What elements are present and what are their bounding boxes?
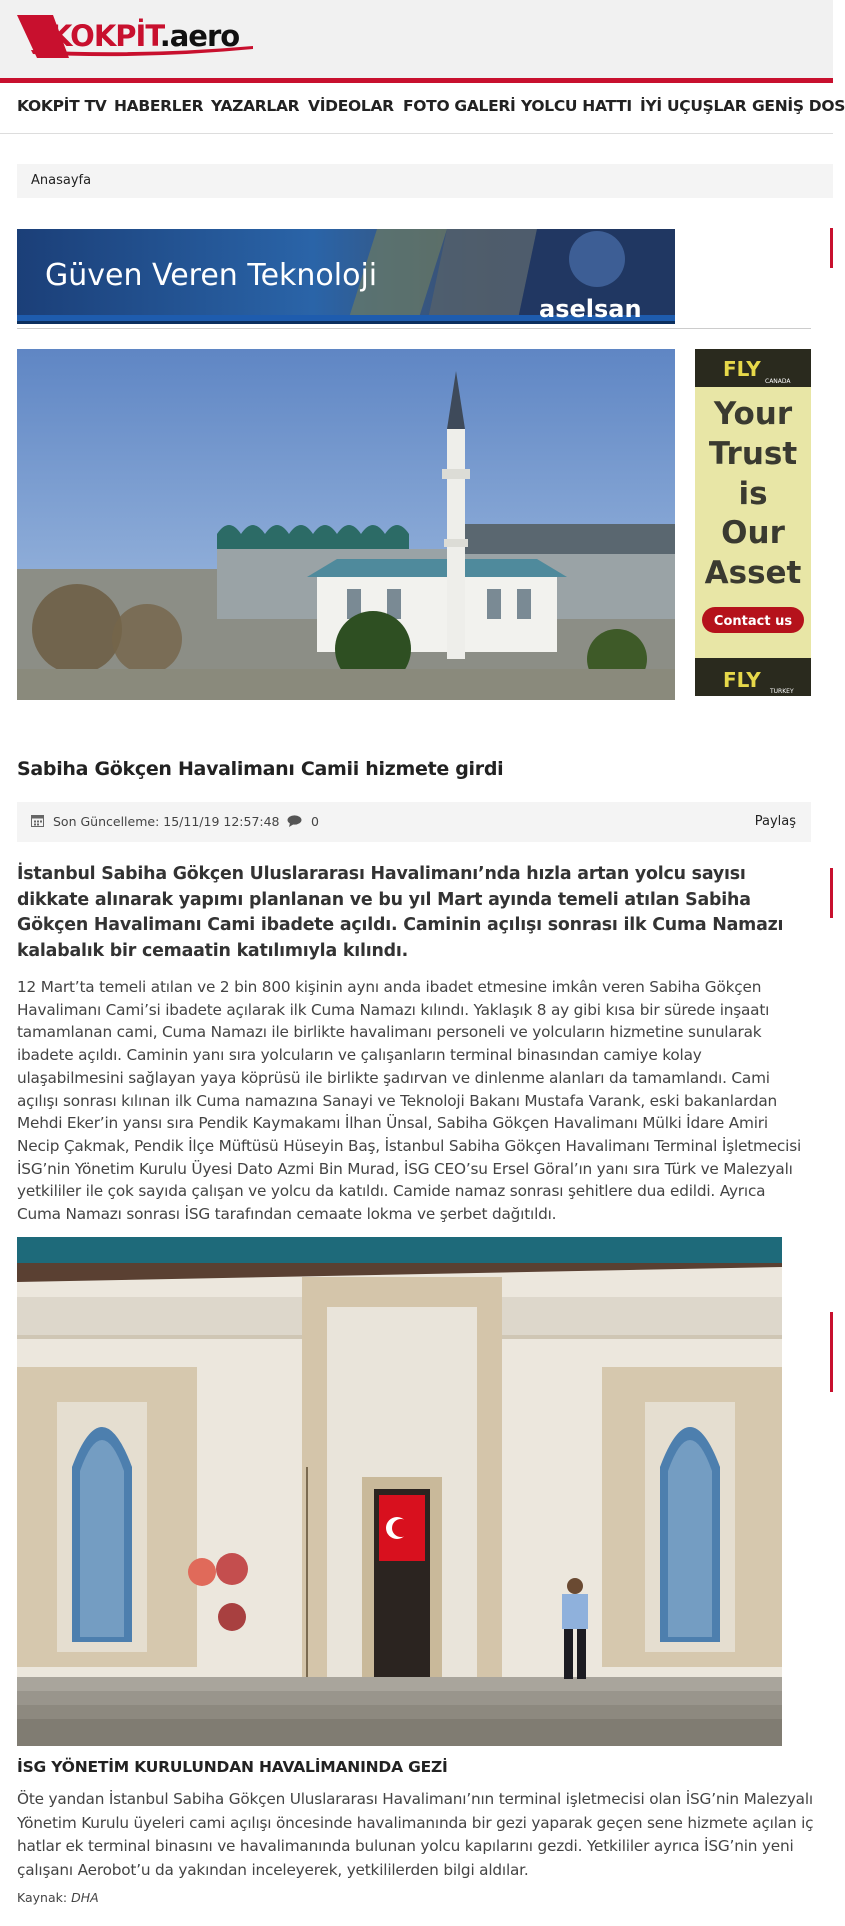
nav-item-genis-dost[interactable]: GENİŞ DOS (752, 97, 845, 115)
source-value: DHA (71, 1890, 99, 1905)
comment-icon[interactable] (287, 815, 302, 827)
comment-count[interactable]: 0 (311, 814, 319, 829)
ad-line-5: Asset (704, 555, 802, 591)
mosque-exterior-image (17, 349, 675, 700)
ad-brand-top-sub: CANADA (765, 378, 791, 385)
main-nav (0, 83, 845, 134)
breadcrumb-home[interactable]: Anasayfa (31, 173, 92, 188)
logo-text: KOKPİT (50, 19, 160, 53)
right-edge-mark (830, 1312, 833, 1392)
share-button[interactable]: Paylaş (754, 814, 796, 829)
divider (17, 328, 811, 329)
article-source (17, 1890, 99, 1905)
nav-item-foto-galeri[interactable]: FOTO GALERİ (403, 97, 516, 115)
nav-item-videolar[interactable]: VİDEOLAR (308, 97, 394, 115)
article-updated-date: Son Güncelleme: 15/11/19 12:57:48 (53, 814, 280, 829)
ad-contact-button[interactable]: Contact us (713, 614, 793, 629)
ad-line-4: Our (721, 515, 785, 551)
site-logo[interactable] (17, 12, 257, 62)
ad-brand-top: FLY (723, 357, 761, 381)
nav-item-yazarlar[interactable]: YAZARLAR (211, 97, 300, 115)
ad-line-2: Trust (708, 436, 798, 472)
banner-slogan: Güven Veren Teknoloji (45, 258, 378, 293)
article-meta-bar (17, 802, 811, 842)
nav-item-haberler[interactable]: HABERLER (114, 97, 204, 115)
nav-item-yolcu-hatti[interactable]: YOLCU HATTI (521, 97, 632, 115)
article-subheading: İSG YÖNETİM KURULUNDAN HAVALİMANINDA GEZİ (17, 1758, 448, 1776)
right-edge-mark (830, 868, 833, 918)
article-body: 12 Mart’ta temeli atılan ve 2 bin 800 kişinin aynı anda ibadet etmesine imkân veren Sabiha Gökçen Havalimanı Cami’si ibadete açılarak ilk Cuma Namazı kılındı. Yaklaşık 8 ay gibi kısa bir sürede inşaatı tamamlanan cami, Cuma Namazı ile birlikte havalimanı personeli ve yolcuların hizmetine sunularak ibadete açıldı. Caminin yanı sıra yolcuların ve çalışanların terminal binasından camiye kolay ulaşabilmesini sağlayan yaya köprüsü ile birlikte şadırvan ve dinlenme alanları da tamamlandı. Cami açılışı sonrası kılınan ilk Cuma namazına Sanayi ve Teknoloji Bakanı Mustafa Varank, eski bakanlardan Mehdi Eker’in yansı sıra Pendik Kaymakamı İlhan Ünsal, Sabiha Gökçen Havalimanı Mülki İdare Amiri Necip Çakmak, Pendik İlçe Müftüsü Hüseyin Baş, İstanbul Sabiha Gökçen Havalimanı Terminal İşletmecisi İSG’nin Yönetim Kurulu Üyesi Dato Azmi Bin Murad, İSG CEO’su Ersel Göral’ın yanı sıra Türk ve Malezyalı yetkililer ile çok sayıda çalışan ve yolcu da katıldı. Camide namaz sonrası şehitlere dua edildi. Ayrıca Cuma Namazı sonrası İSG tarafından cemaate lokma ve şerbet dağıtıldı. (17, 978, 802, 1224)
site-header (0, 0, 833, 78)
article-main-photo (17, 349, 675, 700)
nav-item-kokpit-tv[interactable]: KOKPİT TV (17, 97, 107, 115)
aselsan-banner-ad[interactable] (17, 229, 675, 324)
ad-line-3: is (738, 476, 768, 512)
calendar-icon (31, 814, 44, 827)
fly-sidebar-ad[interactable] (695, 349, 811, 696)
article-body-2: Öte yandan İstanbul Sabiha Gökçen Uluslararası Havalimanı’nın terminal işletmecisi olan İSG’nin Malezyalı Yönetim Kurulu üyeleri cami açılışı öncesinde havalimanında bir gezi yaparak geçen sene hizmete açılan iç hatlar ek terminal binasını ve havalimanında bulunan yolcu kapılarını gezdi. Yetkililer ayrıca İSG’nin yeni çalışanı Aerobot’u da yakından inceleyerek, yetkililerden bilgi aldılar. (17, 1790, 814, 1879)
article-inline-photo (17, 1237, 782, 1746)
fly-ad-graphic (695, 349, 811, 696)
nav-item-iyi-ucuslar[interactable]: İYİ UÇUŞLAR (640, 97, 747, 115)
ad-brand-bottom: FLY (723, 668, 761, 692)
logo-suffix: .aero (159, 19, 240, 53)
mosque-entrance-image (17, 1237, 782, 1746)
banner-brand: aselsan (539, 295, 642, 323)
breadcrumb (17, 164, 833, 198)
article-title: Sabiha Gökçen Havalimanı Camii hizmete girdi (17, 758, 504, 780)
right-edge-mark (830, 228, 833, 268)
article-lead: İstanbul Sabiha Gökçen Uluslararası Havalimanı’nda hızla artan yolcu sayısı dikkate alınarak yapımı planlanan ve bu yıl Mart ayında temeli atılan Sabiha Gökçen Havalimanı Cami ibadete açıldı. Caminin açılışı sonrası ilk Cuma Namazı kalabalık bir cemaatin katılımıyla kılındı. (17, 864, 784, 961)
ad-line-1: Your (713, 396, 793, 432)
source-label: Kaynak: (17, 1890, 68, 1905)
banner-graphic (17, 229, 675, 324)
ad-brand-bottom-sub: TURKEY (770, 688, 794, 695)
